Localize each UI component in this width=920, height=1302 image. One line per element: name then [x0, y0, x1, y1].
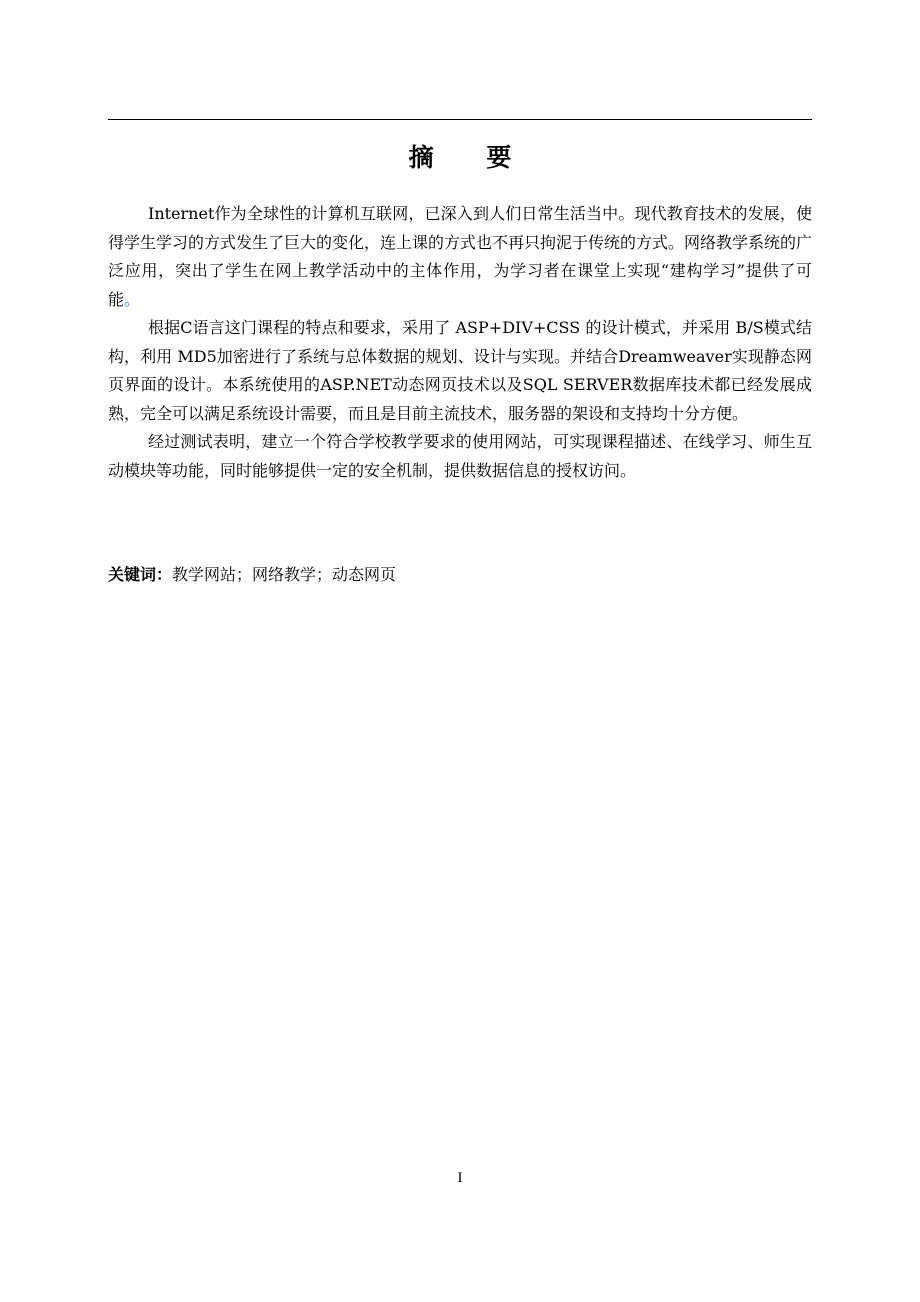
abstract-paragraph-1	[108, 200, 812, 314]
keywords-label: 关键词：	[108, 565, 173, 584]
keywords-line	[108, 561, 812, 589]
abstract-title: 摘 要	[408, 143, 534, 172]
page-number: I	[457, 1170, 463, 1186]
abstract-body	[108, 200, 812, 485]
paragraph-text: 根据C语言这门课程的特点和要求，采用了 ASP+DIV+CSS 的设计模式，并采用 B/S模式结构，利用 MD5加密进行了系统与总体数据的规划、设计与实现。并结合Dreamweaver实现静态网页界面的设计。本系统使用的ASP.NET动态网页技术以及SQL SERVER数据库技术都已经发展成熟，完全可以满足系统设计需要，而且是目前主流技术，服务器的架设和支持均十分方便。	[108, 318, 812, 423]
abstract-paragraph-2	[108, 314, 812, 428]
paragraph-text: 经过测试表明，建立一个符合学校教学要求的使用网站，可实现课程描述、在线学习、师生互动模块等功能，同时能够提供一定的安全机制，提供数据信息的授权访问。	[108, 432, 812, 480]
keywords-value: 教学网站；网络教学；动态网页	[172, 565, 397, 584]
paragraph-tail: 。	[124, 289, 141, 309]
abstract-paragraph-3	[108, 428, 812, 485]
header-rule	[108, 119, 812, 120]
paragraph-text: Internet作为全球性的计算机互联网，已深入到人们日常生活当中。现代教育技术的发展，使得学生学习的方式发生了巨大的变化，连上课的方式也不再只拘泥于传统的方式。网络教学系统的广泛应用，突出了学生在网上教学活动中的主体作用，为学习者在课堂上实现“建构学习”提供了可能	[108, 204, 813, 309]
